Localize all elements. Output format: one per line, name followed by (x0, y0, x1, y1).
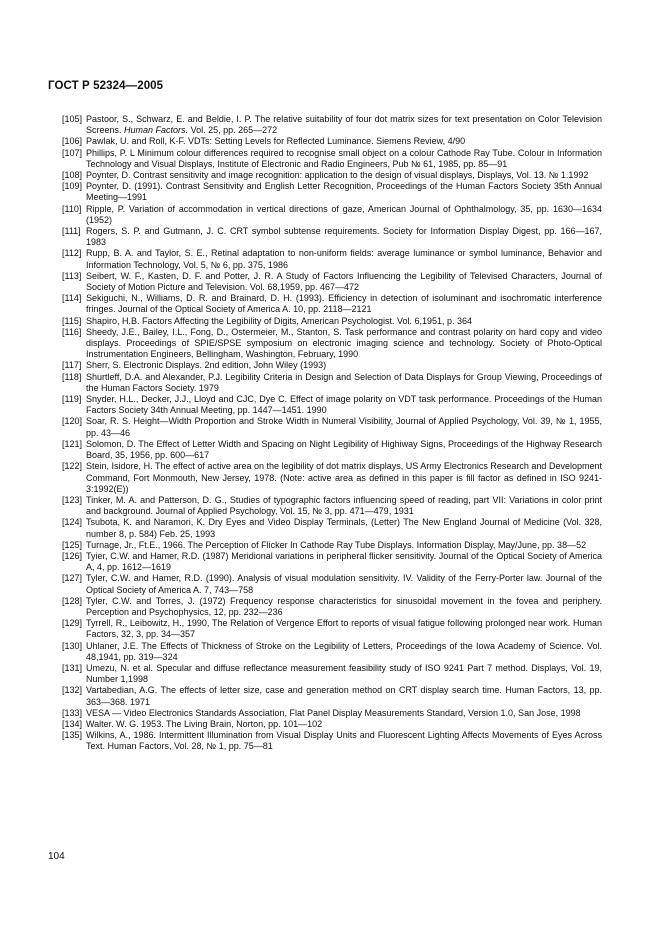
reference-number: [132] (62, 685, 83, 696)
reference-item (62, 372, 602, 394)
reference-text: Shurtleff, D.A. and Alexander, P.J. Legibility Criteria in Design and Selection of Data Displays for Group Viewing, Proceedings of the Human Factors Society. 1979 (86, 371, 602, 393)
reference-text: Walter. W. G. 1953. The Living Brain, Norton, pp. 101—102 (86, 718, 323, 729)
reference-number: [135] (62, 730, 83, 741)
reference-text-part: Pastoor, S., Schwarz, E. and Beldie, I. P. The relative suitability of four dot matrix sizes for text presentation on Color Television Screens. (86, 114, 602, 136)
reference-item (62, 293, 602, 315)
reference-number: [111] (62, 226, 81, 237)
reference-text: Tyler, C.W. and Hamer, R.D. (1990). Analysis of visual modulation sensitivity. IV. Validity of the Ferry-Porter law. Journal of the Optical Society of America A. 7, 743—758 (86, 573, 602, 595)
reference-text-part: Vol. 25, pp. 265—272 (188, 125, 278, 136)
reference-item (62, 551, 602, 573)
reference-text: Phillips, P. L Minimum colour differences required to recognise small object on a colour Cathode Ray Tube. Colour in Information Technology and Visual Displays, Institute of Electronic and Radio Engineers, Pub № 61, 1985, pp. 85—91 (86, 147, 602, 169)
reference-text: Soar, R. S. Height—Width Proportion and Stroke Width in Numeral Visibility, Journal of Applied Psychology, Vol. 39, № 1, 1955, pp. 43—46 (86, 416, 602, 438)
reference-item (62, 461, 602, 495)
reference-number: [112] (62, 248, 82, 259)
reference-number: [134] (62, 718, 83, 729)
reference-text: Sherr, S. Electronic Displays. 2nd edition, John Wiley (1993) (86, 360, 327, 371)
reference-text: VESA — Video Electronics Standards Association, Flat Panel Display Measurements Standard, Version 1.0, San Jose, 1998 (86, 707, 581, 718)
reference-item (62, 708, 602, 719)
reference-item (62, 439, 602, 461)
reference-item (62, 730, 602, 752)
reference-number: [123] (62, 494, 83, 505)
reference-number: [108] (62, 170, 83, 181)
reference-item (62, 204, 602, 226)
reference-text: Rogers, S. P. and Gutmann, J. C. CRT symbol subtense requirements. Society for Information Display Digest, pp. 166—167, 1983 (86, 226, 602, 248)
reference-number: [113] (62, 270, 82, 281)
reference-item (62, 114, 602, 136)
reference-item (62, 517, 602, 539)
reference-number: [122] (62, 461, 83, 472)
reference-text: Tyrrell, R., Leibowitz, H., 1990, The Relation of Vergence Effort to reports of visual fatigue following prolonged near work. Human Factors, 32, 3, pp. 34—357 (86, 618, 602, 640)
reference-item (62, 540, 602, 551)
reference-number: [107] (62, 147, 83, 158)
reference-number: [125] (62, 539, 83, 550)
reference-item (62, 181, 602, 203)
reference-number: [119] (62, 394, 82, 405)
reference-number: [127] (62, 573, 83, 584)
reference-number: [120] (62, 416, 83, 427)
reference-text: Tsubota, K. and Naramori, K. Dry Eyes and Video Display Terminals, (Letter) The New England Journal of Medicine (Vol. 328, number 8, p. 584) Feb. 25, 1993 (86, 517, 602, 539)
reference-number: [117] (62, 360, 82, 371)
reference-number: [130] (62, 640, 83, 651)
reference-item (62, 327, 602, 361)
reference-number: [133] (62, 707, 83, 718)
reference-text: Stein, Isidore, H. The effect of active area on the legibility of dot matrix displays, US Army Electronics Research and Development Command, Fort Monmouth, New Jersey, 1978. (Note: active area as defined in this paper is fill factor as defined in ISO 9241-3:1992(E)) (86, 461, 602, 494)
reference-number: [114] (62, 293, 82, 304)
reference-number: [128] (62, 595, 83, 606)
reference-text (86, 114, 602, 135)
reference-item (62, 719, 602, 730)
reference-journal-italic: Human Factors. (124, 125, 189, 136)
reference-item (62, 226, 602, 248)
reference-text: Turnage, Jr., Ft.E., 1966. The Perception of Flicker In Cathode Ray Tube Displays. Information Display, May/June, pp. 38—52 (86, 539, 587, 550)
reference-text: Vartabedian, A.G. The effects of letter size, case and generation method on CRT display search time. Human Factors, 13, pp. 363—368. 1971 (86, 685, 602, 707)
reference-number: [106] (62, 136, 83, 147)
reference-text: Sheedy, J.E., Bailey, I.L., Fong, D., Ostermeier, M., Stanton, S. Task performance and contrast polarity on hard copy and video displays. Proceedings of SPIE/SPSE symposium on electronic imaging science and technology. Society of Photo-Optical Instrumentation Engineers, Bellingham, Washington, February, 1990 (86, 326, 602, 360)
reference-item (62, 663, 602, 685)
reference-number: [129] (62, 618, 83, 629)
reference-number: [105] (62, 114, 83, 124)
reference-item (62, 360, 602, 371)
reference-number: [126] (62, 550, 83, 561)
reference-number: [118] (62, 371, 82, 382)
reference-text: Ripple, P. Variation of accommodation in vertical directions of gaze, American Journal of Ophthalmology, 35, pp. 1630—1634 (1952) (86, 203, 602, 225)
reference-number: [124] (62, 517, 83, 528)
reference-text: Shapiro, H.B. Factors Affecting the Legibility of Digits, American Psychologist. Vol. 6,1951, p. 364 (86, 315, 473, 326)
reference-item (62, 271, 602, 293)
page-number: 104 (48, 851, 65, 862)
reference-item (62, 618, 602, 640)
reference-text: Umezu, N. et al. Specular and diffuse reflectance measurement feasibility study of ISO 9241 Part 7 method. Displays, Vol. 19, Number 1,1998 (86, 662, 602, 685)
reference-number: [116] (62, 326, 82, 337)
reference-text: Tyler, C.W. and Torres, J. (1972) Frequency response characteristics for sinusoidal movement in the fovea and periphery. Perception and Psychophysics, 12, pp. 232—236 (86, 595, 602, 617)
reference-text: Snyder, H.L., Decker, J.J., Lloyd and CJC, Dye C. Effect of image polarity on VDT task performance. Proceedings of the Human Factors Society 34th Annual Meeting, pp. 1447—1451. 1990 (86, 394, 602, 416)
reference-item (62, 316, 602, 327)
reference-number: [121] (62, 438, 83, 449)
reference-number: [115] (62, 315, 82, 326)
reference-number: [131] (62, 662, 83, 673)
reference-text: Wilkins, A., 1986. Intermittent Illumination from Visual Display Units and Fluorescent Lighting Affects Movements of Eyes Across Text. Human Factors, Vol. 28, № 1, pp. 75—81 (86, 730, 602, 752)
reference-item (62, 573, 602, 595)
reference-item (62, 641, 602, 663)
reference-text: Tyier, C.W. and Hamer, R.D. (1987) Meridional variations in peripheral flicker sensitivity. Journal of the Optical Society of America A, 4, pp. 1612—1619 (86, 550, 602, 573)
reference-item (62, 596, 602, 618)
reference-text: Pawlak, U. and Roll, K-F. VDTs: Setting Levels for Reflected Luminance. Siemens Review, 4/90 (86, 136, 466, 147)
reference-text: Solomon, D. The Effect of Letter Width and Spacing on Night Legibility of Highiway Signs, Proceedings of the Highway Research Board, 35, 1956, pp. 600—617 (86, 438, 602, 461)
reference-text: Poynter, D. (1991). Contrast Sensitivity and English Letter Recognition, Proceedings of the Human Factors Society 35th Annual Meeting—1991 (86, 181, 602, 203)
reference-item (62, 148, 602, 170)
reference-number: [109] (62, 181, 83, 192)
reference-text: Sekiguchi, N., Williams, D. R. and Brainard, D. H. (1993). Efficiency in detection of isoluminant and isochromatic interference fringes. Journal of the Optical Society of America A. 10, pp. 2118—2121 (86, 293, 602, 315)
reference-text: Rupp, B. A. and Taylor, S. E., Retinal adaptation to non-uniform fields: average luminance or symbol luminance, Behavior and Information Technology, Vol. 5, № 6, pp. 375, 1986 (86, 248, 602, 270)
reference-item (62, 495, 602, 517)
reference-item (62, 136, 602, 147)
reference-text: Seibert, W. F., Kasten, D. F. and Potter, J. R. A Study of Factors Influencing the Legibility of Televised Characters, Journal of Society of Motion Picture and Television. Vol. 68,1959, pp. 467—472 (86, 270, 602, 293)
document-header: ГОСТ Р 52324—2005 (48, 80, 164, 92)
reference-item (62, 685, 602, 707)
reference-text: Tinker, M. A. and Patterson, D. G., Studies of typographic factors influencing speed of reading, part VII: Variations in color print and background. Journal of Applied Psychology, Vol. 15, № 3, pp. 471—479, 1931 (86, 494, 602, 517)
reference-list (62, 114, 602, 753)
reference-text: Poynter, D. Contrast sensitivity and image recognition: application to the design of visual displays, Displays, Vol. 13. № 1.1992 (86, 170, 589, 181)
reference-item (62, 170, 602, 181)
reference-text: Uhlaner, J.E. The Effects of Thickness of Stroke on the Legibility of Letters, Proceedings of the Iowa Academy of Science. Vol. 48,1941, pp. 319—324 (86, 640, 602, 662)
reference-item (62, 416, 602, 438)
reference-number: [110] (62, 203, 82, 214)
reference-item (62, 394, 602, 416)
reference-item (62, 248, 602, 270)
